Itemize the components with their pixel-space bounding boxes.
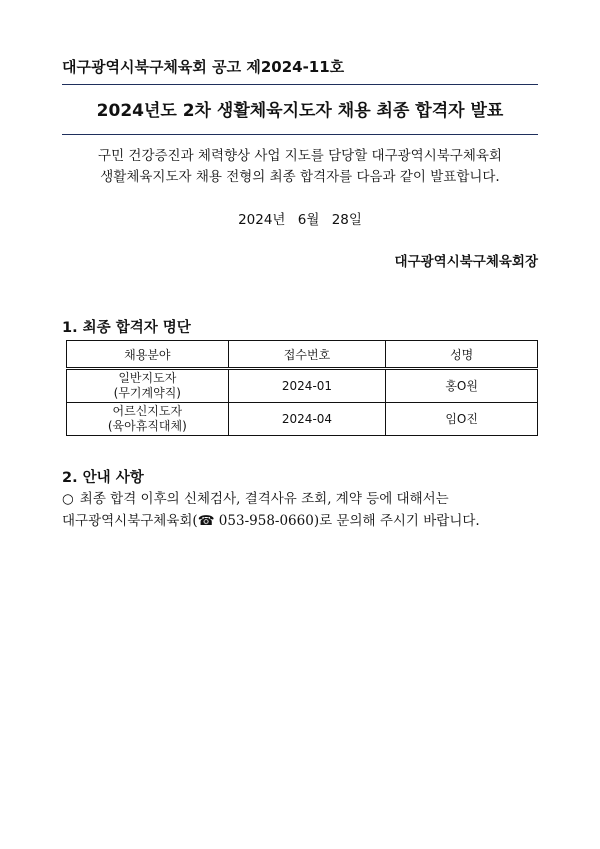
section-2-heading: 2. 안내 사항 <box>62 470 144 486</box>
intro-line-2: 생활체육지도자 채용 전형의 최종 합격자를 다음과 같이 발표합니다. <box>100 169 500 185</box>
field-type: (무기계약직) <box>113 386 181 400</box>
notice-number: 대구광역시북구체육회 공고 제2024-11호 <box>62 58 345 76</box>
intro-paragraph <box>62 146 538 188</box>
field-type: (육아휴직대체) <box>107 419 187 433</box>
announcement-date: 2024년 6월 28일 <box>238 212 362 228</box>
title-bottom-rule <box>62 134 538 135</box>
successful-candidates-table <box>66 340 538 436</box>
contact-phone: 053-958-0660 <box>214 513 314 529</box>
field-title: 일반지도자 <box>118 371 177 385</box>
guide-paragraph <box>62 488 538 532</box>
guide-line-2 <box>62 510 538 532</box>
signer-name: 대구광역시북구체육회장 <box>394 254 538 270</box>
phone-icon: ☎ <box>197 513 215 529</box>
section-1-heading: 1. 최종 합격자 명단 <box>62 320 191 336</box>
cell-receipt-no: 2024-04 <box>228 403 386 436</box>
cell-field <box>67 403 229 436</box>
column-header-name: 성명 <box>386 341 538 369</box>
cell-name: 홍O원 <box>386 369 538 403</box>
intro-line-1: 구민 건강증진과 체력향상 사업 지도를 담당할 대구광역시북구체육회 <box>98 148 502 164</box>
guide-line-2-suffix: )로 문의해 주시기 바랍니다. <box>313 513 480 529</box>
guide-line-1-text: 최종 합격 이후의 신체검사, 결격사유 조회, 계약 등에 대해서는 <box>79 491 449 507</box>
field-title: 어르신지도자 <box>112 404 183 418</box>
cell-field <box>67 369 229 403</box>
table-row <box>67 369 538 403</box>
page-title: 2024년도 2차 생활체육지도자 채용 최종 합격자 발표 <box>96 101 504 121</box>
guide-line-1 <box>62 488 538 510</box>
cell-receipt-no: 2024-01 <box>228 369 386 403</box>
title-top-rule <box>62 84 538 85</box>
table-header-row <box>67 341 538 369</box>
column-header-receipt-no: 접수번호 <box>228 341 386 369</box>
guide-line-2-prefix: 대구광역시북구체육회( <box>62 513 198 529</box>
table-row <box>67 403 538 436</box>
cell-name: 임O진 <box>386 403 538 436</box>
bullet-circle-icon: ○ <box>62 491 74 507</box>
column-header-field: 채용분야 <box>67 341 229 369</box>
